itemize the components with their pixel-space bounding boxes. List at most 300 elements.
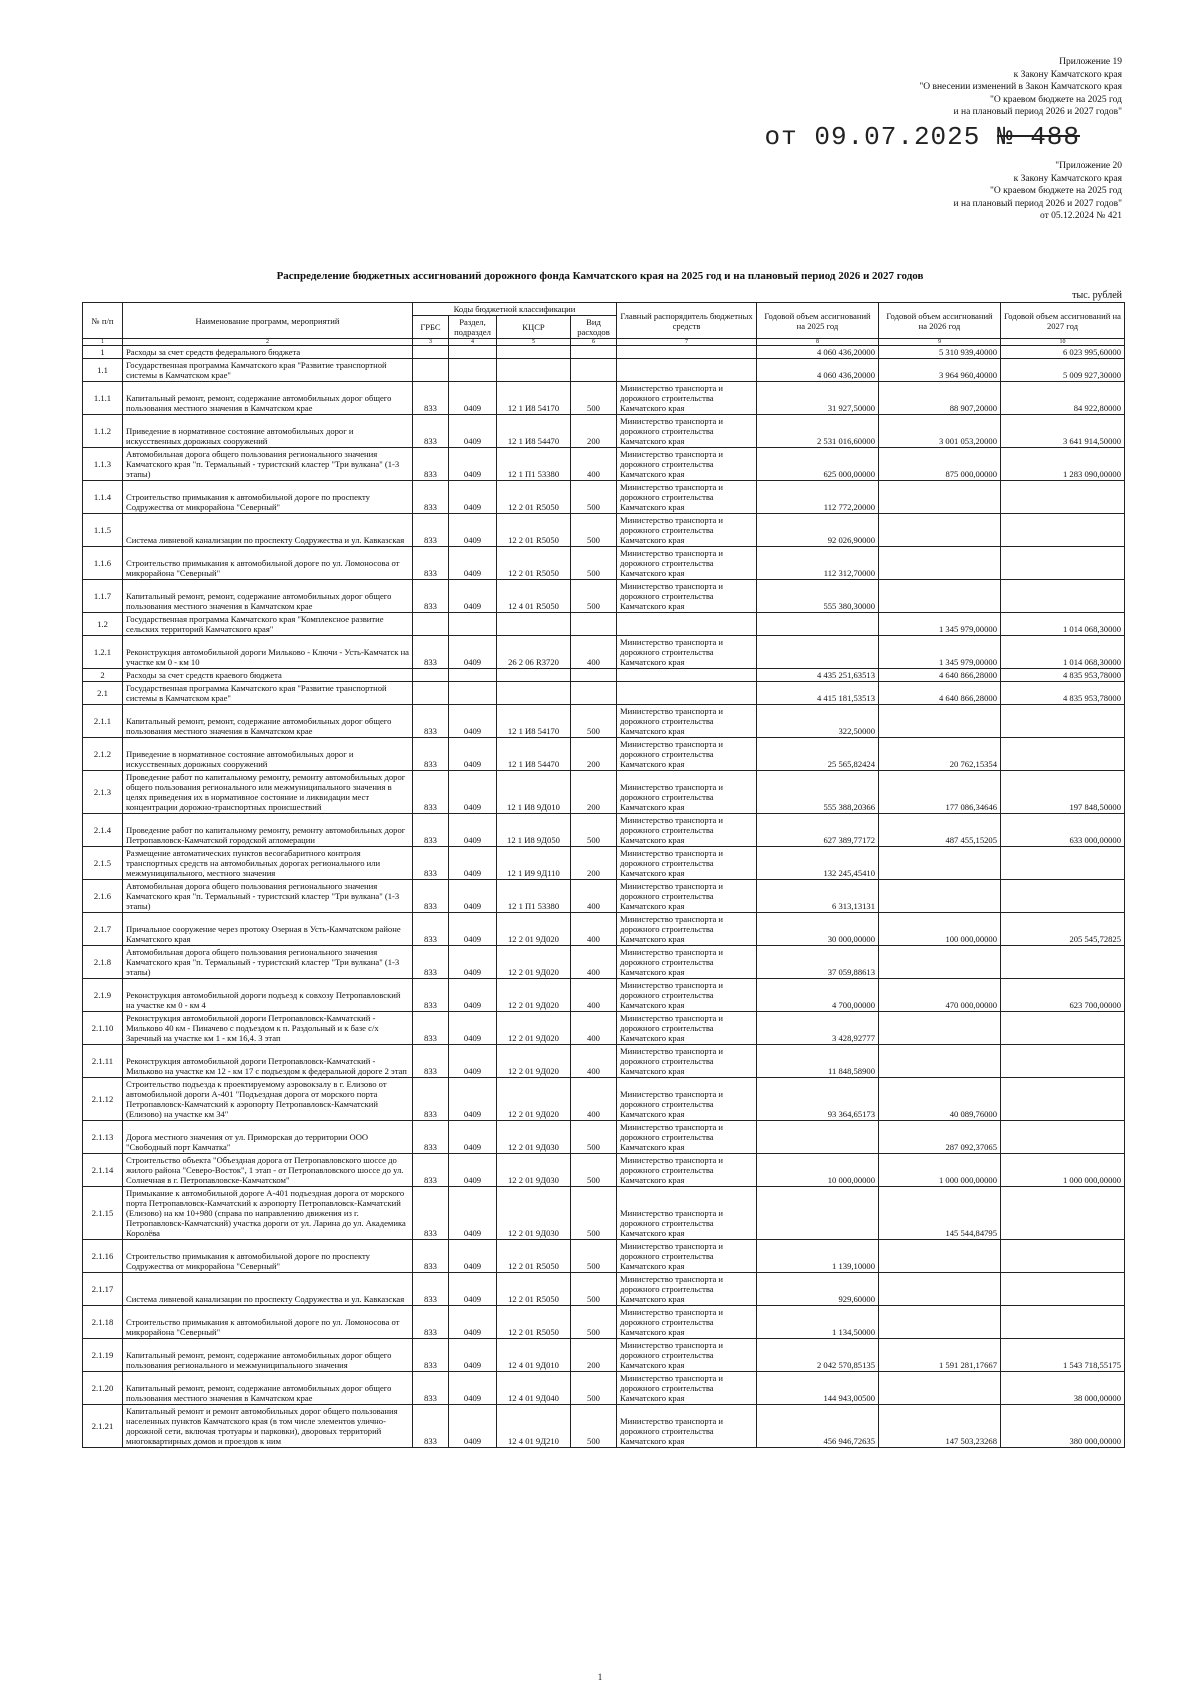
row-grbs: 833 <box>413 1045 449 1078</box>
row-2026 <box>879 547 1001 580</box>
row-grbs <box>413 682 449 705</box>
row-2026 <box>879 1372 1001 1405</box>
row-section: 0409 <box>449 1045 497 1078</box>
table-row <box>83 705 1125 738</box>
row-vid: 500 <box>571 1154 617 1187</box>
row-2025: 456 946,72635 <box>757 1405 879 1448</box>
row-num: 2.1.7 <box>83 913 123 946</box>
row-kcsr: 12 1 И8 9Д010 <box>497 771 571 814</box>
row-grbs: 833 <box>413 946 449 979</box>
attachment-line: "О краевом бюджете на 2025 год <box>990 94 1122 105</box>
row-2027 <box>1001 1273 1125 1306</box>
row-2025: 1 139,10000 <box>757 1240 879 1273</box>
row-2025: 929,60000 <box>757 1273 879 1306</box>
row-name: Проведение работ по капитальному ремонту, ремонту автомобильных дорог Петропавловск-Камчатской городской агломерации <box>123 814 413 847</box>
table-row <box>83 979 1125 1012</box>
table-row <box>83 814 1125 847</box>
row-section <box>449 359 497 382</box>
row-vid: 500 <box>571 580 617 613</box>
row-2027 <box>1001 1306 1125 1339</box>
row-2025: 1 134,50000 <box>757 1306 879 1339</box>
table-row <box>83 448 1125 481</box>
row-vid: 500 <box>571 382 617 415</box>
row-2026: 40 089,76000 <box>879 1078 1001 1121</box>
row-num: 1.2.1 <box>83 636 123 669</box>
row-vid: 200 <box>571 1339 617 1372</box>
row-kcsr: 12 1 И8 54170 <box>497 705 571 738</box>
row-vid: 500 <box>571 1240 617 1273</box>
row-name: Строительство примыкания к автомобильной дороге по проспекту Содружества от микрорайона "Северный" <box>123 1240 413 1273</box>
col-index: 5 <box>497 339 571 346</box>
row-num: 2.1.13 <box>83 1121 123 1154</box>
row-admin: Министерство транспорта и дорожного строительства Камчатского края <box>617 1045 757 1078</box>
row-num: 1 <box>83 346 123 359</box>
row-name: Государственная программа Камчатского края "Развитие транспортной системы в Камчатском крае" <box>123 359 413 382</box>
row-grbs: 833 <box>413 1339 449 1372</box>
row-2026 <box>879 514 1001 547</box>
row-2025: 112 312,70000 <box>757 547 879 580</box>
row-grbs: 833 <box>413 514 449 547</box>
row-grbs: 833 <box>413 1405 449 1448</box>
row-grbs <box>413 346 449 359</box>
row-kcsr: 12 1 И8 54470 <box>497 415 571 448</box>
row-vid <box>571 359 617 382</box>
row-2026: 88 907,20000 <box>879 382 1001 415</box>
row-num: 2.1.20 <box>83 1372 123 1405</box>
row-grbs: 833 <box>413 1306 449 1339</box>
row-2027: 205 545,72825 <box>1001 913 1125 946</box>
row-section: 0409 <box>449 1121 497 1154</box>
row-kcsr: 12 2 01 R5050 <box>497 481 571 514</box>
row-2027 <box>1001 580 1125 613</box>
row-section: 0409 <box>449 1306 497 1339</box>
row-2026 <box>879 1306 1001 1339</box>
column-index-row <box>83 339 1125 346</box>
table-row <box>83 1273 1125 1306</box>
row-vid: 200 <box>571 847 617 880</box>
page-number: 1 <box>597 1672 603 1682</box>
row-num: 2.1.19 <box>83 1339 123 1372</box>
row-vid: 500 <box>571 514 617 547</box>
row-2026 <box>879 1012 1001 1045</box>
row-vid: 500 <box>571 1405 617 1448</box>
prior-line: и на плановый период 2026 и 2027 годов" <box>953 198 1122 209</box>
row-num: 1.1.1 <box>83 382 123 415</box>
row-2025 <box>757 636 879 669</box>
row-vid: 500 <box>571 1187 617 1240</box>
row-2027: 4 835 953,78000 <box>1001 669 1125 682</box>
row-vid: 500 <box>571 481 617 514</box>
row-admin <box>617 359 757 382</box>
row-2027: 38 000,00000 <box>1001 1372 1125 1405</box>
row-section: 0409 <box>449 514 497 547</box>
row-name: Капитальный ремонт, ремонт, содержание автомобильных дорог общего пользования местного значения в Камчатском крае <box>123 580 413 613</box>
row-2026: 875 000,00000 <box>879 448 1001 481</box>
row-name: Капитальный ремонт, ремонт, содержание автомобильных дорог общего пользования регионального и межмуниципального значения <box>123 1339 413 1372</box>
row-2025: 4 060 436,20000 <box>757 359 879 382</box>
table-row <box>83 547 1125 580</box>
row-kcsr: 12 1 И8 54170 <box>497 382 571 415</box>
row-grbs: 833 <box>413 1154 449 1187</box>
row-name: Приведение в нормативное состояние автомобильных дорог и искусственных дорожных сооружений <box>123 415 413 448</box>
header-kcsr: КЦСР <box>497 316 571 339</box>
row-2027: 1 014 068,30000 <box>1001 636 1125 669</box>
row-2026 <box>879 705 1001 738</box>
row-grbs: 833 <box>413 580 449 613</box>
row-admin: Министерство транспорта и дорожного строительства Камчатского края <box>617 738 757 771</box>
row-2025: 92 026,90000 <box>757 514 879 547</box>
table-row <box>83 1405 1125 1448</box>
row-2025: 93 364,65173 <box>757 1078 879 1121</box>
row-kcsr: 12 2 01 R5050 <box>497 547 571 580</box>
row-2025: 4 060 436,20000 <box>757 346 879 359</box>
header-2027: Годовой объем ассигнований на 2027 год <box>1001 303 1125 339</box>
row-2026 <box>879 580 1001 613</box>
row-section: 0409 <box>449 771 497 814</box>
col-index: 1 <box>83 339 123 346</box>
row-kcsr: 12 1 И9 9Д110 <box>497 847 571 880</box>
row-section: 0409 <box>449 814 497 847</box>
row-2026: 470 000,00000 <box>879 979 1001 1012</box>
table-row <box>83 1339 1125 1372</box>
row-name: Система ливневой канализации по проспекту Содружества и ул. Кавказская <box>123 514 413 547</box>
row-name: Причальное сооружение через протоку Озерная в Усть-Камчатском районе Камчатского края <box>123 913 413 946</box>
row-admin <box>617 613 757 636</box>
row-admin: Министерство транспорта и дорожного строительства Камчатского края <box>617 1154 757 1187</box>
row-admin: Министерство транспорта и дорожного строительства Камчатского края <box>617 636 757 669</box>
row-name: Реконструкция автомобильной дороги Петропавловск-Камчатский - Мильково 40 км - Пиначево с подъездом к п. Раздольный и к базе с/х Заречный на участке км 1 - км 16,4. 3 этап <box>123 1012 413 1045</box>
row-section: 0409 <box>449 705 497 738</box>
row-name: Приведение в нормативное состояние автомобильных дорог и искусственных дорожных сооружений <box>123 738 413 771</box>
row-2025: 2 531 016,60000 <box>757 415 879 448</box>
row-vid <box>571 669 617 682</box>
row-vid: 500 <box>571 547 617 580</box>
row-admin: Министерство транспорта и дорожного строительства Камчатского края <box>617 771 757 814</box>
row-2027 <box>1001 1045 1125 1078</box>
header-name: Наименование программ, мероприятий <box>123 303 413 339</box>
row-2025: 10 000,00000 <box>757 1154 879 1187</box>
row-name: Автомобильная дорога общего пользования регионального значения Камчатского края "п. Термальный - туристский кластер "Три вулкана" (1-3 этапы) <box>123 448 413 481</box>
row-admin: Министерство транспорта и дорожного строительства Камчатского края <box>617 1012 757 1045</box>
row-name: Система ливневой канализации по проспекту Содружества и ул. Кавказская <box>123 1273 413 1306</box>
row-grbs: 833 <box>413 913 449 946</box>
table-body <box>83 346 1125 1448</box>
row-2027: 4 835 953,78000 <box>1001 682 1125 705</box>
row-2025: 555 380,30000 <box>757 580 879 613</box>
col-index: 7 <box>617 339 757 346</box>
row-grbs: 833 <box>413 1078 449 1121</box>
row-2025 <box>757 1121 879 1154</box>
row-num: 2.1.21 <box>83 1405 123 1448</box>
row-admin: Министерство транспорта и дорожного строительства Камчатского края <box>617 1121 757 1154</box>
row-2026: 3 001 053,20000 <box>879 415 1001 448</box>
row-admin: Министерство транспорта и дорожного строительства Камчатского края <box>617 382 757 415</box>
row-2026: 487 455,15205 <box>879 814 1001 847</box>
row-admin <box>617 346 757 359</box>
stamp-date: от 09.07.2025 <box>764 122 981 152</box>
row-vid: 500 <box>571 1372 617 1405</box>
header-admin: Главный распорядитель бюджетных средств <box>617 303 757 339</box>
row-admin: Министерство транспорта и дорожного строительства Камчатского края <box>617 481 757 514</box>
row-2027 <box>1001 880 1125 913</box>
prior-line: от 05.12.2024 № 421 <box>1040 211 1122 221</box>
row-grbs <box>413 613 449 636</box>
row-admin: Министерство транспорта и дорожного строительства Камчатского края <box>617 448 757 481</box>
row-section: 0409 <box>449 847 497 880</box>
table-row <box>83 738 1125 771</box>
row-name: Реконструкция автомобильной дороги подъезд к совхозу Петропавловский на участке км 0 - км 4 <box>123 979 413 1012</box>
row-admin: Министерство транспорта и дорожного строительства Камчатского края <box>617 1405 757 1448</box>
row-kcsr: 12 1 И8 9Д050 <box>497 814 571 847</box>
prior-line: "О краевом бюджете на 2025 год <box>990 186 1122 196</box>
row-name: Капитальный ремонт, ремонт, содержание автомобильных дорог общего пользования местного значения в Камчатском крае <box>123 382 413 415</box>
row-2027: 3 641 914,50000 <box>1001 415 1125 448</box>
row-section: 0409 <box>449 1078 497 1121</box>
row-2025: 4 435 251,63513 <box>757 669 879 682</box>
units-label: тыс. рублей <box>1072 290 1122 301</box>
row-section: 0409 <box>449 1187 497 1240</box>
row-section: 0409 <box>449 382 497 415</box>
row-num: 2.1.3 <box>83 771 123 814</box>
row-name: Проведение работ по капитальному ремонту, ремонту автомобильных дорог общего пользования регионального или межмуниципального значения в целях приведения их в нормативное состояние и ликвидации мест концентрации дорожно-транспортных происшествий <box>123 771 413 814</box>
row-vid <box>571 613 617 636</box>
row-section <box>449 346 497 359</box>
row-num: 1.1.7 <box>83 580 123 613</box>
row-2027: 633 000,00000 <box>1001 814 1125 847</box>
row-2027 <box>1001 705 1125 738</box>
row-2027: 380 000,00000 <box>1001 1405 1125 1448</box>
table-row <box>83 1187 1125 1240</box>
header-2026: Годовой объем ассигнований на 2026 год <box>879 303 1001 339</box>
row-grbs: 833 <box>413 1012 449 1045</box>
row-kcsr: 12 2 01 R5050 <box>497 1240 571 1273</box>
row-num: 2.1.11 <box>83 1045 123 1078</box>
row-2025: 11 848,58900 <box>757 1045 879 1078</box>
budget-table <box>82 302 1125 1448</box>
col-index: 2 <box>123 339 413 346</box>
row-num: 2.1.4 <box>83 814 123 847</box>
row-2027 <box>1001 1240 1125 1273</box>
row-section: 0409 <box>449 636 497 669</box>
row-admin: Министерство транспорта и дорожного строительства Камчатского края <box>617 814 757 847</box>
row-2027: 623 700,00000 <box>1001 979 1125 1012</box>
row-name: Примыкание к автомобильной дороге А-401 подъездная дорога от морского порта Петропавловск-Камчатский к аэропорту Петропавловск-Камчатский (Елизово) на км 10+980 (справа по направлению движения из г. Петропавловск-Камчатский) участка дороги от ул. Ларина до ул. Академика Королёва <box>123 1187 413 1240</box>
row-grbs <box>413 669 449 682</box>
row-section: 0409 <box>449 481 497 514</box>
row-2026: 3 964 960,40000 <box>879 359 1001 382</box>
row-num: 2.1.12 <box>83 1078 123 1121</box>
header-grbs: ГРБС <box>413 316 449 339</box>
row-section <box>449 613 497 636</box>
row-name: Автомобильная дорога общего пользования регионального значения Камчатского края "п. Термальный - туристский кластер "Три вулкана" (1-3 этапы) <box>123 946 413 979</box>
row-num: 1.2 <box>83 613 123 636</box>
row-num: 1.1 <box>83 359 123 382</box>
row-2027: 1 283 090,00000 <box>1001 448 1125 481</box>
row-kcsr: 12 4 01 R5050 <box>497 580 571 613</box>
row-kcsr: 12 2 01 R5050 <box>497 1306 571 1339</box>
row-kcsr: 12 2 01 9Д030 <box>497 1154 571 1187</box>
row-name: Строительство подъезда к проектируемому аэровокзалу в г. Елизово от автомобильной дороги А-401 "Подъездная дорога от морского порта Петропавловск-Камчатский к аэропорту Петропавловск-Камчатский (Елизово) на участке км 34" <box>123 1078 413 1121</box>
header-codes-group: Коды бюджетной классификации <box>413 303 617 316</box>
row-kcsr: 26 2 06 R3720 <box>497 636 571 669</box>
row-2026: 287 092,37065 <box>879 1121 1001 1154</box>
row-kcsr: 12 4 01 9Д210 <box>497 1405 571 1448</box>
row-admin: Министерство транспорта и дорожного строительства Камчатского края <box>617 1339 757 1372</box>
row-kcsr: 12 2 01 9Д020 <box>497 913 571 946</box>
row-section: 0409 <box>449 738 497 771</box>
row-name: Капитальный ремонт, ремонт, содержание автомобильных дорог общего пользования местного значения в Камчатском крае <box>123 705 413 738</box>
row-2025: 37 059,88613 <box>757 946 879 979</box>
prior-line: к Закону Камчатского края <box>1013 173 1122 184</box>
row-num: 2.1.15 <box>83 1187 123 1240</box>
table-row <box>83 913 1125 946</box>
row-kcsr: 12 2 01 9Д020 <box>497 979 571 1012</box>
row-grbs: 833 <box>413 979 449 1012</box>
row-name: Дорога местного значения от ул. Приморская до территории ООО "Свободный порт Камчатка" <box>123 1121 413 1154</box>
row-section: 0409 <box>449 1372 497 1405</box>
row-2027 <box>1001 1121 1125 1154</box>
row-2025 <box>757 1187 879 1240</box>
row-2025: 4 700,00000 <box>757 979 879 1012</box>
row-admin <box>617 669 757 682</box>
table-row <box>83 1372 1125 1405</box>
row-grbs: 833 <box>413 847 449 880</box>
row-num: 1.1.4 <box>83 481 123 514</box>
row-grbs: 833 <box>413 481 449 514</box>
row-vid: 500 <box>571 1273 617 1306</box>
row-vid: 400 <box>571 946 617 979</box>
attachment-line: Приложение 19 <box>1059 57 1122 67</box>
row-name: Строительство примыкания к автомобильной дороге по ул. Ломоносова от микрорайона "Северный" <box>123 1306 413 1339</box>
row-grbs: 833 <box>413 880 449 913</box>
row-num: 2.1.16 <box>83 1240 123 1273</box>
row-2027 <box>1001 514 1125 547</box>
row-kcsr <box>497 346 571 359</box>
row-num: 1.1.2 <box>83 415 123 448</box>
row-num: 2.1.9 <box>83 979 123 1012</box>
row-vid: 500 <box>571 705 617 738</box>
row-num: 2.1.17 <box>83 1273 123 1306</box>
row-vid: 400 <box>571 448 617 481</box>
row-2026 <box>879 1273 1001 1306</box>
budget-table-container <box>82 302 1124 1448</box>
row-2027: 84 922,80000 <box>1001 382 1125 415</box>
row-section: 0409 <box>449 1339 497 1372</box>
table-row <box>83 636 1125 669</box>
row-vid <box>571 682 617 705</box>
row-vid: 200 <box>571 415 617 448</box>
row-kcsr: 12 2 01 9Д030 <box>497 1121 571 1154</box>
row-num: 2.1.10 <box>83 1012 123 1045</box>
table-row <box>83 359 1125 382</box>
row-2025: 4 415 181,53513 <box>757 682 879 705</box>
row-name: Строительство примыкания к автомобильной дороге по ул. Ломоносова от микрорайона "Северный" <box>123 547 413 580</box>
row-section: 0409 <box>449 946 497 979</box>
row-2025: 627 389,77172 <box>757 814 879 847</box>
row-admin: Министерство транспорта и дорожного строительства Камчатского края <box>617 847 757 880</box>
table-row <box>83 382 1125 415</box>
row-kcsr: 12 4 01 9Д010 <box>497 1339 571 1372</box>
row-kcsr: 12 2 01 9Д020 <box>497 1045 571 1078</box>
table-row <box>83 847 1125 880</box>
row-section: 0409 <box>449 448 497 481</box>
row-section: 0409 <box>449 580 497 613</box>
row-2026: 5 310 939,40000 <box>879 346 1001 359</box>
attachment-header <box>702 56 1122 119</box>
table-row <box>83 1012 1125 1045</box>
row-name: Государственная программа Камчатского края "Развитие транспортной системы в Камчатском крае" <box>123 682 413 705</box>
row-2026 <box>879 880 1001 913</box>
row-vid: 500 <box>571 814 617 847</box>
col-index: 10 <box>1001 339 1125 346</box>
col-index: 6 <box>571 339 617 346</box>
row-2026: 145 544,84795 <box>879 1187 1001 1240</box>
row-2026 <box>879 481 1001 514</box>
table-row <box>83 771 1125 814</box>
row-2027 <box>1001 1078 1125 1121</box>
row-name: Автомобильная дорога общего пользования регионального значения Камчатского края "п. Термальный - туристский кластер "Три вулкана" (1-3 этапы) <box>123 880 413 913</box>
row-vid: 500 <box>571 1121 617 1154</box>
row-admin: Министерство транспорта и дорожного строительства Камчатского края <box>617 1240 757 1273</box>
row-grbs: 833 <box>413 1187 449 1240</box>
row-admin: Министерство транспорта и дорожного строительства Камчатского края <box>617 946 757 979</box>
date-stamp <box>765 122 1080 152</box>
row-admin: Министерство транспорта и дорожного строительства Камчатского края <box>617 547 757 580</box>
row-2025: 625 000,00000 <box>757 448 879 481</box>
row-grbs: 833 <box>413 1273 449 1306</box>
row-2025: 132 245,45410 <box>757 847 879 880</box>
row-grbs: 833 <box>413 382 449 415</box>
row-vid: 400 <box>571 636 617 669</box>
row-section <box>449 669 497 682</box>
row-section: 0409 <box>449 979 497 1012</box>
row-2026: 1 000 000,00000 <box>879 1154 1001 1187</box>
row-section <box>449 682 497 705</box>
row-vid: 400 <box>571 1078 617 1121</box>
row-name: Государственная программа Камчатского края "Комплексное развитие сельских территорий Камчатского края" <box>123 613 413 636</box>
table-row <box>83 1045 1125 1078</box>
row-2027 <box>1001 847 1125 880</box>
row-admin <box>617 682 757 705</box>
row-2026 <box>879 1240 1001 1273</box>
row-admin: Министерство транспорта и дорожного строительства Камчатского края <box>617 580 757 613</box>
row-section: 0409 <box>449 1240 497 1273</box>
row-admin: Министерство транспорта и дорожного строительства Камчатского края <box>617 415 757 448</box>
row-vid: 400 <box>571 880 617 913</box>
col-index: 3 <box>413 339 449 346</box>
document-title: Распределение бюджетных ассигнований дорожного фонда Камчатского края на 2025 год и на плановый период 2026 и 2027 годов <box>276 270 924 282</box>
row-kcsr: 12 2 01 9Д020 <box>497 946 571 979</box>
row-grbs: 833 <box>413 1121 449 1154</box>
row-num: 2.1.18 <box>83 1306 123 1339</box>
row-2027: 1 014 068,30000 <box>1001 613 1125 636</box>
row-admin: Министерство транспорта и дорожного строительства Камчатского края <box>617 514 757 547</box>
row-name: Капитальный ремонт, ремонт, содержание автомобильных дорог общего пользования местного значения в Камчатском крае <box>123 1372 413 1405</box>
table-row <box>83 514 1125 547</box>
row-vid: 400 <box>571 1012 617 1045</box>
row-grbs: 833 <box>413 814 449 847</box>
row-admin: Министерство транспорта и дорожного строительства Камчатского края <box>617 1372 757 1405</box>
row-name: Строительство объекта "Объездная дорога от Петропавловского шоссе до жилого района "Северо-Восток", 1 этап - от Петропавловского шоссе до ул. Солнечная в г. Петропавловске-Камчатском" <box>123 1154 413 1187</box>
stamp-number: № 488 <box>996 122 1080 152</box>
col-index: 4 <box>449 339 497 346</box>
row-admin: Министерство транспорта и дорожного строительства Камчатского края <box>617 1306 757 1339</box>
table-row <box>83 613 1125 636</box>
row-admin: Министерство транспорта и дорожного строительства Камчатского края <box>617 913 757 946</box>
col-index: 8 <box>757 339 879 346</box>
prior-attachment-header <box>702 160 1122 223</box>
table-row <box>83 880 1125 913</box>
